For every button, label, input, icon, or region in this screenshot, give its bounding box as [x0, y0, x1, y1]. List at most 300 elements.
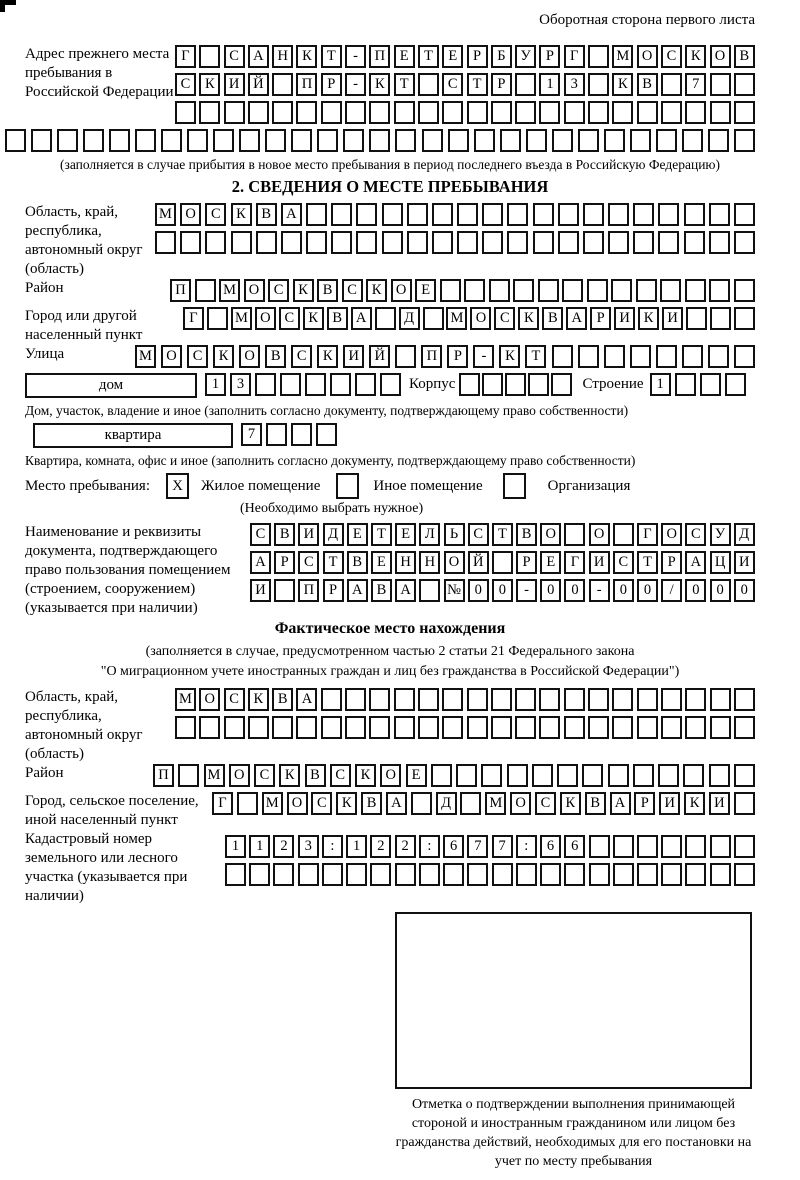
- field-region: [25, 203, 755, 279]
- char-cell: [481, 764, 502, 787]
- char-cell: [296, 101, 317, 124]
- char-cell: Г: [175, 45, 196, 68]
- char-cell: С: [330, 764, 351, 787]
- char-cell: В: [637, 73, 658, 96]
- char-cell: [564, 688, 585, 711]
- char-cell: [562, 279, 583, 302]
- char-cell: Е: [395, 523, 416, 546]
- field-document: [25, 523, 755, 618]
- char-cell: [588, 73, 609, 96]
- char-cell: Е: [415, 279, 436, 302]
- char-cell: [532, 764, 553, 787]
- char-cell: [608, 203, 629, 226]
- char-cell: Е: [347, 523, 368, 546]
- char-cell: [583, 231, 604, 254]
- char-cell: [533, 203, 554, 226]
- char-cell: [613, 835, 634, 858]
- char-cell: [448, 129, 469, 152]
- char-row: [155, 203, 755, 226]
- char-cell: К: [684, 792, 705, 815]
- char-cell: [637, 835, 658, 858]
- char-cell: [155, 231, 176, 254]
- char-cell: И: [224, 73, 245, 96]
- char-cell: О: [589, 523, 610, 546]
- char-cell: П: [170, 279, 191, 302]
- char-cell: [442, 101, 463, 124]
- char-cell: К: [685, 45, 706, 68]
- char-cell: [656, 129, 677, 152]
- char-cell: О: [380, 764, 401, 787]
- char-cell: [457, 231, 478, 254]
- char-cell: [637, 716, 658, 739]
- char-cell: О: [391, 279, 412, 302]
- char-cell: [578, 129, 599, 152]
- char-cell: М: [231, 307, 252, 330]
- char-cell: Т: [492, 523, 513, 546]
- char-cell: [356, 231, 377, 254]
- char-cell: М: [612, 45, 633, 68]
- char-cell: [316, 423, 337, 446]
- char-cell: [135, 129, 156, 152]
- char-cell: [588, 716, 609, 739]
- char-cell: [418, 73, 439, 96]
- char-cell: И: [343, 345, 364, 368]
- char-cell: С: [187, 345, 208, 368]
- char-cell: Й: [248, 73, 269, 96]
- char-cell: [528, 373, 549, 396]
- char-cell: [708, 345, 729, 368]
- char-cell: [248, 101, 269, 124]
- char-cell: [369, 716, 390, 739]
- char-cell: Е: [442, 45, 463, 68]
- char-cell: Т: [418, 45, 439, 68]
- char-cell: К: [213, 345, 234, 368]
- char-cell: [272, 716, 293, 739]
- char-cell: [431, 764, 452, 787]
- apartment-row: [25, 423, 755, 448]
- char-cell: [734, 129, 755, 152]
- char-cell: О: [444, 551, 465, 574]
- char-cell: [422, 129, 443, 152]
- char-cell: А: [296, 688, 317, 711]
- char-cell: А: [351, 307, 372, 330]
- char-cell: И: [734, 551, 755, 574]
- char-cell: [265, 129, 286, 152]
- char-cell: В: [305, 764, 326, 787]
- prev-address-caption: (заполняется в случае прибытия в новое место пребывания в период последнего въезда в Российскую Федерацию): [59, 157, 721, 172]
- char-cell: А: [610, 792, 631, 815]
- char-cell: [686, 307, 707, 330]
- char-cell: [658, 231, 679, 254]
- char-cell: И: [589, 551, 610, 574]
- char-cell: К: [560, 792, 581, 815]
- char-cell: С: [291, 345, 312, 368]
- char-cell: [272, 73, 293, 96]
- char-cell: К: [355, 764, 376, 787]
- field-street: [25, 345, 755, 373]
- char-cell: Т: [323, 551, 344, 574]
- char-cell: 2: [370, 835, 391, 858]
- char-cell: Д: [399, 307, 420, 330]
- char-cell: [685, 863, 706, 886]
- char-cell: С: [205, 203, 226, 226]
- actual-location-caption-1: (заполняется в случае, предусмотренном частью 2 статьи 21 Федерального закона: [145, 644, 635, 659]
- char-cell: [418, 716, 439, 739]
- char-cell: А: [685, 551, 706, 574]
- char-cell: [734, 279, 755, 302]
- char-cell: П: [298, 579, 319, 602]
- char-cell: [558, 203, 579, 226]
- char-cell: К: [499, 345, 520, 368]
- char-cell: К: [303, 307, 324, 330]
- char-cell: Г: [564, 45, 585, 68]
- char-cell: [611, 279, 632, 302]
- char-cell: [459, 373, 480, 396]
- char-cell: [682, 345, 703, 368]
- char-cell: [343, 129, 364, 152]
- char-cell: С: [494, 307, 515, 330]
- char-cell: Е: [394, 45, 415, 68]
- char-cell: Т: [525, 345, 546, 368]
- char-cell: Т: [637, 551, 658, 574]
- char-cell: [608, 231, 629, 254]
- char-cell: [178, 764, 199, 787]
- char-cell: [636, 279, 657, 302]
- char-cell: [637, 101, 658, 124]
- char-cell: [684, 231, 705, 254]
- char-cell: С: [268, 279, 289, 302]
- char-cell: А: [281, 203, 302, 226]
- char-cell: Р: [661, 551, 682, 574]
- char-cell: [199, 45, 220, 68]
- char-cell: О: [637, 45, 658, 68]
- char-cell: :: [322, 835, 343, 858]
- char-cell: В: [585, 792, 606, 815]
- char-cell: Р: [491, 73, 512, 96]
- char-cell: И: [614, 307, 635, 330]
- char-cell: С: [254, 764, 275, 787]
- char-cell: [612, 101, 633, 124]
- field-district: [25, 279, 755, 307]
- char-cell: [734, 203, 755, 226]
- char-cell: :: [419, 835, 440, 858]
- char-cell: [266, 423, 287, 446]
- char-cell: С: [175, 73, 196, 96]
- char-cell: Й: [369, 345, 390, 368]
- char-cell: Р: [467, 45, 488, 68]
- char-cell: [345, 716, 366, 739]
- char-cell: Н: [272, 45, 293, 68]
- char-cell: [432, 203, 453, 226]
- char-cell: [564, 863, 585, 886]
- char-cell: К: [638, 307, 659, 330]
- char-cell: [296, 716, 317, 739]
- char-cell: [582, 764, 603, 787]
- char-cell: [734, 716, 755, 739]
- document-label: Наименование и реквизиты документа, подтверждающего право пользования помещением (строением, сооружением) (указывается при наличии): [25, 524, 231, 616]
- char-cell: [661, 73, 682, 96]
- district-label: Район: [25, 280, 64, 296]
- char-cell: С: [311, 792, 332, 815]
- char-cell: П: [153, 764, 174, 787]
- char-cell: [507, 203, 528, 226]
- char-cell: [589, 863, 610, 886]
- char-cell: 7: [467, 835, 488, 858]
- char-cell: [661, 835, 682, 858]
- char-row: [175, 45, 755, 68]
- char-cell: [700, 373, 721, 396]
- char-cell: [395, 345, 416, 368]
- char-cell: [482, 231, 503, 254]
- char-cell: Т: [394, 73, 415, 96]
- char-cell: В: [272, 688, 293, 711]
- char-cell: В: [327, 307, 348, 330]
- char-cell: Л: [419, 523, 440, 546]
- char-row: [183, 307, 755, 330]
- char-cell: С: [250, 523, 271, 546]
- char-cell: К: [279, 764, 300, 787]
- char-cell: Р: [516, 551, 537, 574]
- char-cell: /: [661, 579, 682, 602]
- char-row: [250, 523, 755, 546]
- char-cell: [321, 101, 342, 124]
- char-cell: [578, 345, 599, 368]
- char-cell: [633, 764, 654, 787]
- apartment-box-label: квартира: [33, 423, 233, 448]
- char-cell: 6: [443, 835, 464, 858]
- stamp-caption: Отметка о подтверждении выполнения принимающей стороной и иностранным гражданином или лицом без гражданства действий, необходимых для его постановки на учет по месту пребывания: [395, 1097, 752, 1169]
- char-cell: [355, 373, 376, 396]
- char-cell: [734, 101, 755, 124]
- char-cell: [551, 373, 572, 396]
- char-cell: [557, 764, 578, 787]
- char-cell: [255, 373, 276, 396]
- char-cell: [708, 129, 729, 152]
- char-cell: -: [516, 579, 537, 602]
- char-cell: [161, 129, 182, 152]
- char-cell: [321, 688, 342, 711]
- char-cell: У: [710, 523, 731, 546]
- char-cell: [109, 129, 130, 152]
- char-cell: Г: [637, 523, 658, 546]
- char-cell: [322, 863, 343, 886]
- char-row: [250, 551, 755, 574]
- char-cell: [443, 863, 464, 886]
- field-cadastral: [25, 830, 755, 906]
- char-cell: 1: [650, 373, 671, 396]
- char-cell: [395, 129, 416, 152]
- char-cell: 6: [540, 835, 561, 858]
- char-cell: В: [317, 279, 338, 302]
- char-cell: А: [386, 792, 407, 815]
- char-cell: А: [248, 45, 269, 68]
- char-row-fullwidth: [5, 129, 755, 152]
- char-cell: [5, 129, 26, 152]
- char-cell: 0: [637, 579, 658, 602]
- char-cell: А: [250, 551, 271, 574]
- char-cell: О: [199, 688, 220, 711]
- char-cell: Н: [419, 551, 440, 574]
- char-cell: [685, 279, 706, 302]
- char-row: [175, 101, 755, 124]
- char-cell: [467, 101, 488, 124]
- char-cell: О: [161, 345, 182, 368]
- char-cell: 1: [539, 73, 560, 96]
- char-cell: Д: [323, 523, 344, 546]
- char-cell: [515, 101, 536, 124]
- char-cell: К: [231, 203, 252, 226]
- char-cell: М: [135, 345, 156, 368]
- char-row: [650, 373, 746, 396]
- stay-type-note: (Необходимо выбрать нужное): [240, 501, 424, 516]
- char-cell: Т: [321, 45, 342, 68]
- char-cell: [237, 792, 258, 815]
- char-cell: И: [709, 792, 730, 815]
- char-cell: [505, 373, 526, 396]
- city-label: Город или другой населенный пункт: [25, 308, 143, 343]
- char-cell: 0: [564, 579, 585, 602]
- char-cell: [588, 688, 609, 711]
- char-cell: П: [369, 45, 390, 68]
- korpus-label: Корпус: [409, 376, 456, 392]
- char-cell: М: [204, 764, 225, 787]
- char-cell: [291, 423, 312, 446]
- char-cell: О: [244, 279, 265, 302]
- house-box-label: дом: [25, 373, 197, 398]
- char-cell: 6: [564, 835, 585, 858]
- char-cell: Р: [634, 792, 655, 815]
- char-cell: [205, 231, 226, 254]
- char-cell: [500, 129, 521, 152]
- char-cell: [317, 129, 338, 152]
- char-cell: [491, 101, 512, 124]
- char-cell: [613, 863, 634, 886]
- char-cell: [195, 279, 216, 302]
- char-cell: [734, 764, 755, 787]
- char-cell: [273, 863, 294, 886]
- char-cell: [281, 231, 302, 254]
- char-cell: [734, 863, 755, 886]
- char-cell: [725, 373, 746, 396]
- char-cell: К: [369, 73, 390, 96]
- char-cell: [684, 203, 705, 226]
- char-cell: 0: [468, 579, 489, 602]
- char-cell: [661, 863, 682, 886]
- stay-type-label: Место пребывания:: [25, 477, 150, 494]
- char-cell: [224, 716, 245, 739]
- char-cell: К: [336, 792, 357, 815]
- cadastral-label: Кадастровый номер земельного или лесного участка (указывается при наличии): [25, 831, 188, 904]
- char-cell: [411, 792, 432, 815]
- char-cell: В: [256, 203, 277, 226]
- char-cell: 0: [492, 579, 513, 602]
- char-cell: [558, 231, 579, 254]
- char-cell: [709, 203, 730, 226]
- char-cell: [464, 279, 485, 302]
- actual-location-caption-2: "О миграционном учете иностранных граждан и лиц без гражданства в Российской Федерации"): [100, 664, 680, 679]
- char-cell: [633, 203, 654, 226]
- char-cell: [489, 279, 510, 302]
- char-cell: -: [345, 45, 366, 68]
- char-cell: [539, 688, 560, 711]
- char-cell: [709, 231, 730, 254]
- region-actual-label: Область, край, республика, автономный округ (область): [25, 689, 143, 762]
- char-cell: [394, 101, 415, 124]
- char-cell: 2: [273, 835, 294, 858]
- char-cell: К: [317, 345, 338, 368]
- char-cell: [440, 279, 461, 302]
- char-cell: [382, 231, 403, 254]
- char-cell: И: [662, 307, 683, 330]
- char-cell: П: [421, 345, 442, 368]
- char-cell: Д: [436, 792, 457, 815]
- char-cell: А: [347, 579, 368, 602]
- char-cell: [658, 764, 679, 787]
- char-cell: С: [279, 307, 300, 330]
- district-actual-label: Район: [25, 765, 64, 781]
- apartment-caption: Квартира, комната, офис и иное (заполнить согласно документу, подтверждающему право собственности): [25, 453, 636, 468]
- char-cell: [199, 101, 220, 124]
- char-cell: М: [485, 792, 506, 815]
- char-cell: [608, 764, 629, 787]
- char-cell: [675, 373, 696, 396]
- street-label: Улица: [25, 346, 65, 362]
- char-cell: [199, 716, 220, 739]
- char-cell: [507, 231, 528, 254]
- char-cell: [482, 373, 503, 396]
- char-cell: 3: [564, 73, 585, 96]
- char-cell: 3: [298, 835, 319, 858]
- char-cell: [467, 863, 488, 886]
- char-cell: У: [515, 45, 536, 68]
- char-cell: [256, 231, 277, 254]
- char-cell: [394, 688, 415, 711]
- char-cell: [564, 101, 585, 124]
- char-cell: Ь: [444, 523, 465, 546]
- char-cell: [369, 688, 390, 711]
- field-city: [25, 307, 755, 345]
- char-cell: [540, 863, 561, 886]
- char-cell: А: [566, 307, 587, 330]
- char-cell: [683, 764, 704, 787]
- char-cell: [394, 716, 415, 739]
- char-row: [175, 716, 755, 739]
- char-cell: [207, 307, 228, 330]
- char-cell: В: [361, 792, 382, 815]
- option-other-premises-label: Иное помещение: [373, 477, 483, 494]
- char-cell: [345, 101, 366, 124]
- char-cell: К: [248, 688, 269, 711]
- char-cell: С: [613, 551, 634, 574]
- char-cell: [710, 73, 731, 96]
- char-cell: [491, 688, 512, 711]
- char-cell: 7: [241, 423, 262, 446]
- char-cell: -: [589, 579, 610, 602]
- char-cell: :: [516, 835, 537, 858]
- char-cell: 2: [395, 835, 416, 858]
- char-cell: [630, 129, 651, 152]
- char-cell: [492, 863, 513, 886]
- char-cell: [515, 688, 536, 711]
- char-cell: [604, 345, 625, 368]
- house-row: [25, 373, 755, 398]
- char-cell: 7: [492, 835, 513, 858]
- char-cell: [710, 101, 731, 124]
- char-cell: [331, 231, 352, 254]
- char-cell: [583, 203, 604, 226]
- char-cell: О: [287, 792, 308, 815]
- char-cell: [395, 863, 416, 886]
